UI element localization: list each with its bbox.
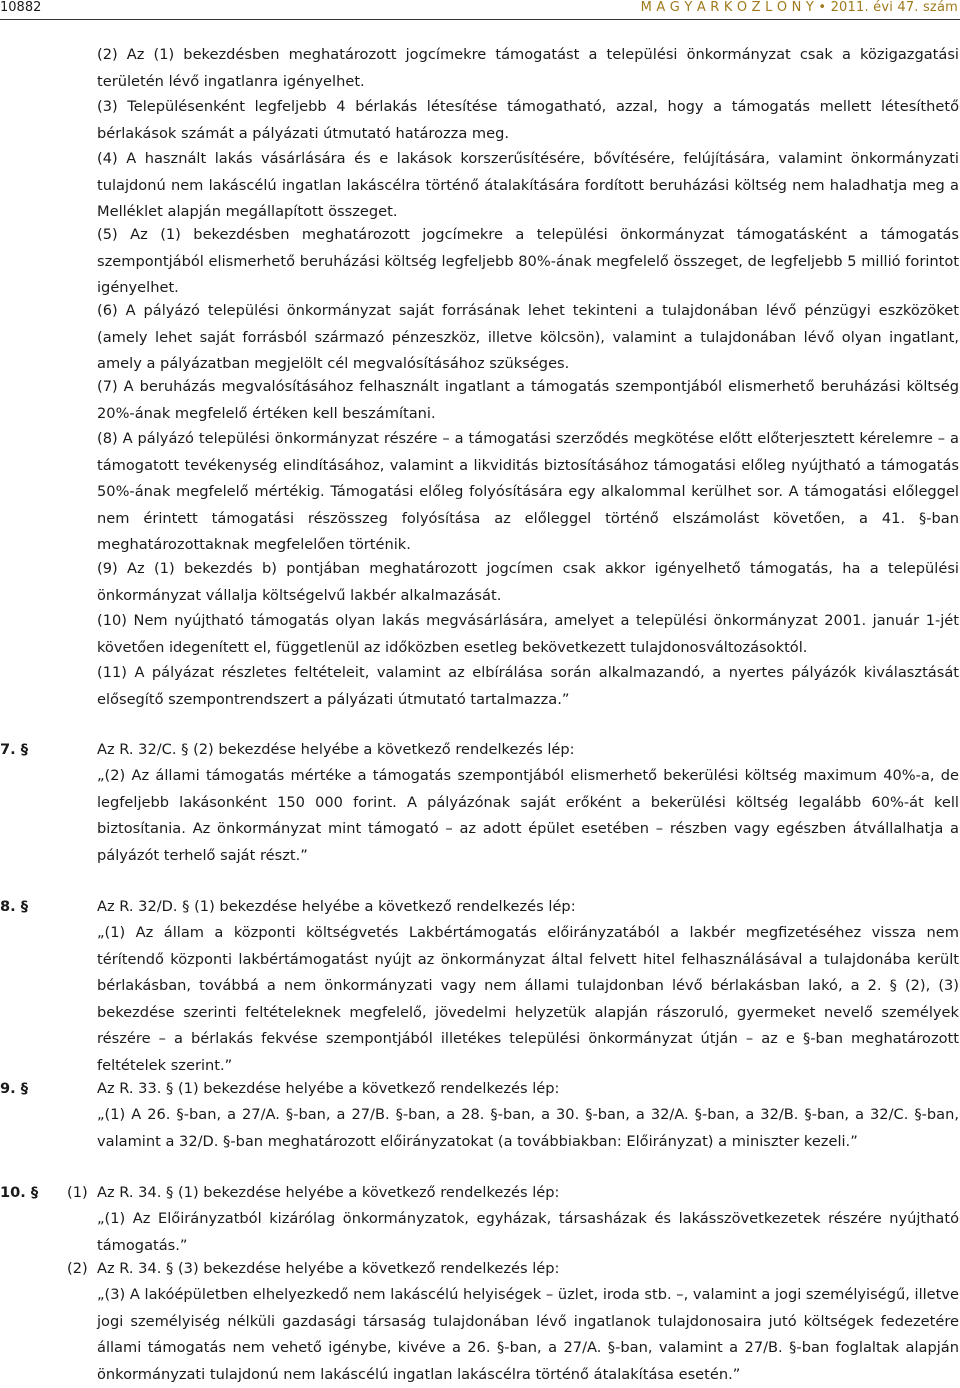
section-10-intro-1: Az R. 34. § (1) bekezdése helyébe a következő rendelkezés lép: — [97, 1184, 560, 1201]
section-8-number: 8. § — [0, 898, 29, 915]
section-7-intro: Az R. 32/C. § (2) bekezdése helyébe a következő rendelkezés lép: — [97, 741, 575, 758]
section-7-text: „(2) Az állami támogatás mértéke a támogatás szempontjából elismerhető bekerülési költség maximum 40%-a, de legfeljebb lakásonként 150 000 forint. A pályázónak saját erőként a bekerülési költség legalább 60%-át kell biztosítania. Az önkormányzat mint támogató – az adott épület esetében – részben vagy egészben átvállalhatja a pályázót terhelő saját részt.” — [97, 767, 959, 864]
section-8-text: „(1) Az állam a központi költségvetés Lakbértámogatás előirányzatából a lakbér megfizetéséhez vissza nem térítendő központi lakbértámogatást nyújt az önkormányzat által felvett hitel felhasználásával a tulajdonába került bérlakásban, továbbá a nem önkormányzati vagy nem állami tulajdonban lévő bérlakásban lakó, a 2. § (2), (3) bekezdése szerinti feltételeknek megfelelő, jövedelmi helyzetük alapján rászoruló, gyermeket nevelő személyek részére – a bérlakás fekvése szempontjából illetékes települési önkormányzat útján – az e §-ban meghatározott feltételek szerint.” — [97, 924, 959, 1074]
paragraph-8: (8) A pályázó települési önkormányzat részére – a támogatási szerződés megkötése előtt előterjesztett kérelemre – a támogatott tevékenység elindításához, valamint a likviditás biztosításához támogatási előleg nyújtható a támogatás 50%-ának megfelelő mértékig. Támogatási előleg folyósítására egy alkalommal kerülhet sor. A támogatási előleggel nem érintett támogatási részösszeg folyósítása az előleggel történő elszámolást követően, a 41. §-ban meghatározottaknak megfelelően történik. — [97, 430, 959, 553]
paragraph-7: (7) A beruházás megvalósításához felhasznált ingatlant a támogatás szempontjából elismerhető beruházási költség 20%-ának megfelelő értéken kell beszámítani. — [97, 378, 959, 422]
page-number: 10882 — [0, 0, 42, 15]
paragraph-9: (9) Az (1) bekezdés b) pontjában meghatározott jogcímen csak akkor igényelhető támogatás, ha a települési önkormányzat vállalja költségelvű lakbér alkalmazását. — [97, 560, 959, 604]
section-10-intro-2: Az R. 34. § (3) bekezdése helyébe a következő rendelkezés lép: — [97, 1260, 560, 1277]
paragraph-11: (11) A pályázat részletes feltételeit, valamint az elbírálása során alkalmazandó, a nyertes pályázók kiválasztását elősegítő szempontrendszert a pályázati útmutató tartalmazza.” — [97, 664, 959, 708]
paragraph-3: (3) Településenként legfeljebb 4 bérlakás létesítése támogatható, azzal, hogy a támogatás mellett létesíthető bérlakások számát a pályázati útmutató határozza meg. — [97, 98, 959, 142]
section-10-number: 10. § — [0, 1184, 39, 1201]
paragraph-6: (6) A pályázó települési önkormányzat saját forrásának lehet tekinteni a tulajdonában lévő pénzügyi eszközöket (amely lehet saját forrásból származó pénzeszköz, illetve kölcsön), valamint a tulajdonában lévő olyan ingatlant, amely a pályázatban megjelölt cél megvalósításához szükséges. — [97, 302, 959, 372]
section-7-number: 7. § — [0, 741, 29, 758]
paragraph-2: (2) Az (1) bekezdésben meghatározott jogcímekre támogatást a települési önkormányzat csak a közigazgatási területén lévő ingatlanra igényelhet. — [97, 46, 959, 90]
paragraph-4: (4) A használt lakás vásárlására és e lakások korszerűsítésére, bővítésére, felújítására, valamint önkormányzati tulajdonú nem lakáscélú ingatlan lakáscélra történő átalakítására fordított beruházási költség nem haladhatja meg a Melléklet alapján megállapított összeget. — [97, 150, 959, 220]
paragraph-10: (10) Nem nyújtható támogatás olyan lakás megvásárlására, amelyet a települési önkormányzat 2001. január 1-jét követően idegenített el, függetlenül az időközben esetleg bekövetkezett tulajdonosváltozásoktól. — [97, 612, 959, 656]
journal-title: M A G Y A R K Ö Z L Ö N Y • 2011. évi 47. szám — [640, 0, 958, 15]
section-10-sub-1: (1) — [67, 1184, 88, 1201]
section-9-intro: Az R. 33. § (1) bekezdése helyébe a következő rendelkezés lép: — [97, 1080, 560, 1097]
section-10-text-1: „(1) Az Előirányzatból kizárólag önkormányzatok, egyházak, társasházak és lakásszövetkezetek részére nyújtható támogatás.” — [97, 1210, 959, 1254]
section-10-text-2: „(3) A lakóépületben elhelyezkedő nem lakáscélú helyiségek – üzlet, iroda stb. –, valamint a jogi személyiségű, illetve jogi személyiség nélküli gazdasági társaság tulajdonában lévő ingatlanok tulajdonosaira jutó költségek fedezetére állami támogatás nem vehető igénybe, kivéve a 26. §-ban, a 27/A. §-ban, valamint a 27/B. §-ban foglaltak alapján önkormányzati tulajdonú nem lakáscélú ingatlan lakáscélra történő átalakítása esetén.” — [97, 1286, 959, 1383]
header-rule — [0, 19, 960, 20]
section-10-sub-2: (2) — [67, 1260, 88, 1277]
section-8-intro: Az R. 32/D. § (1) bekezdése helyébe a következő rendelkezés lép: — [97, 898, 576, 915]
section-9-number: 9. § — [0, 1080, 29, 1097]
section-9-text: „(1) A 26. §-ban, a 27/A. §-ban, a 27/B. §-ban, a 28. §-ban, a 30. §-ban, a 32/A. §-ban, a 32/B. §-ban, a 32/C. §-ban, valamint a 32/D. §-ban meghatározott előirányzatokat (a továbbiakban: Előirányzat) a miniszter kezeli.” — [97, 1106, 959, 1150]
paragraph-5: (5) Az (1) bekezdésben meghatározott jogcímekre a települési önkormányzat támogatásként a támogatás szempontjából elismerhető beruházási költség legfeljebb 80%-ának megfelelő összeget, de legfeljebb 5 millió forintot igényelhet. — [97, 226, 959, 296]
